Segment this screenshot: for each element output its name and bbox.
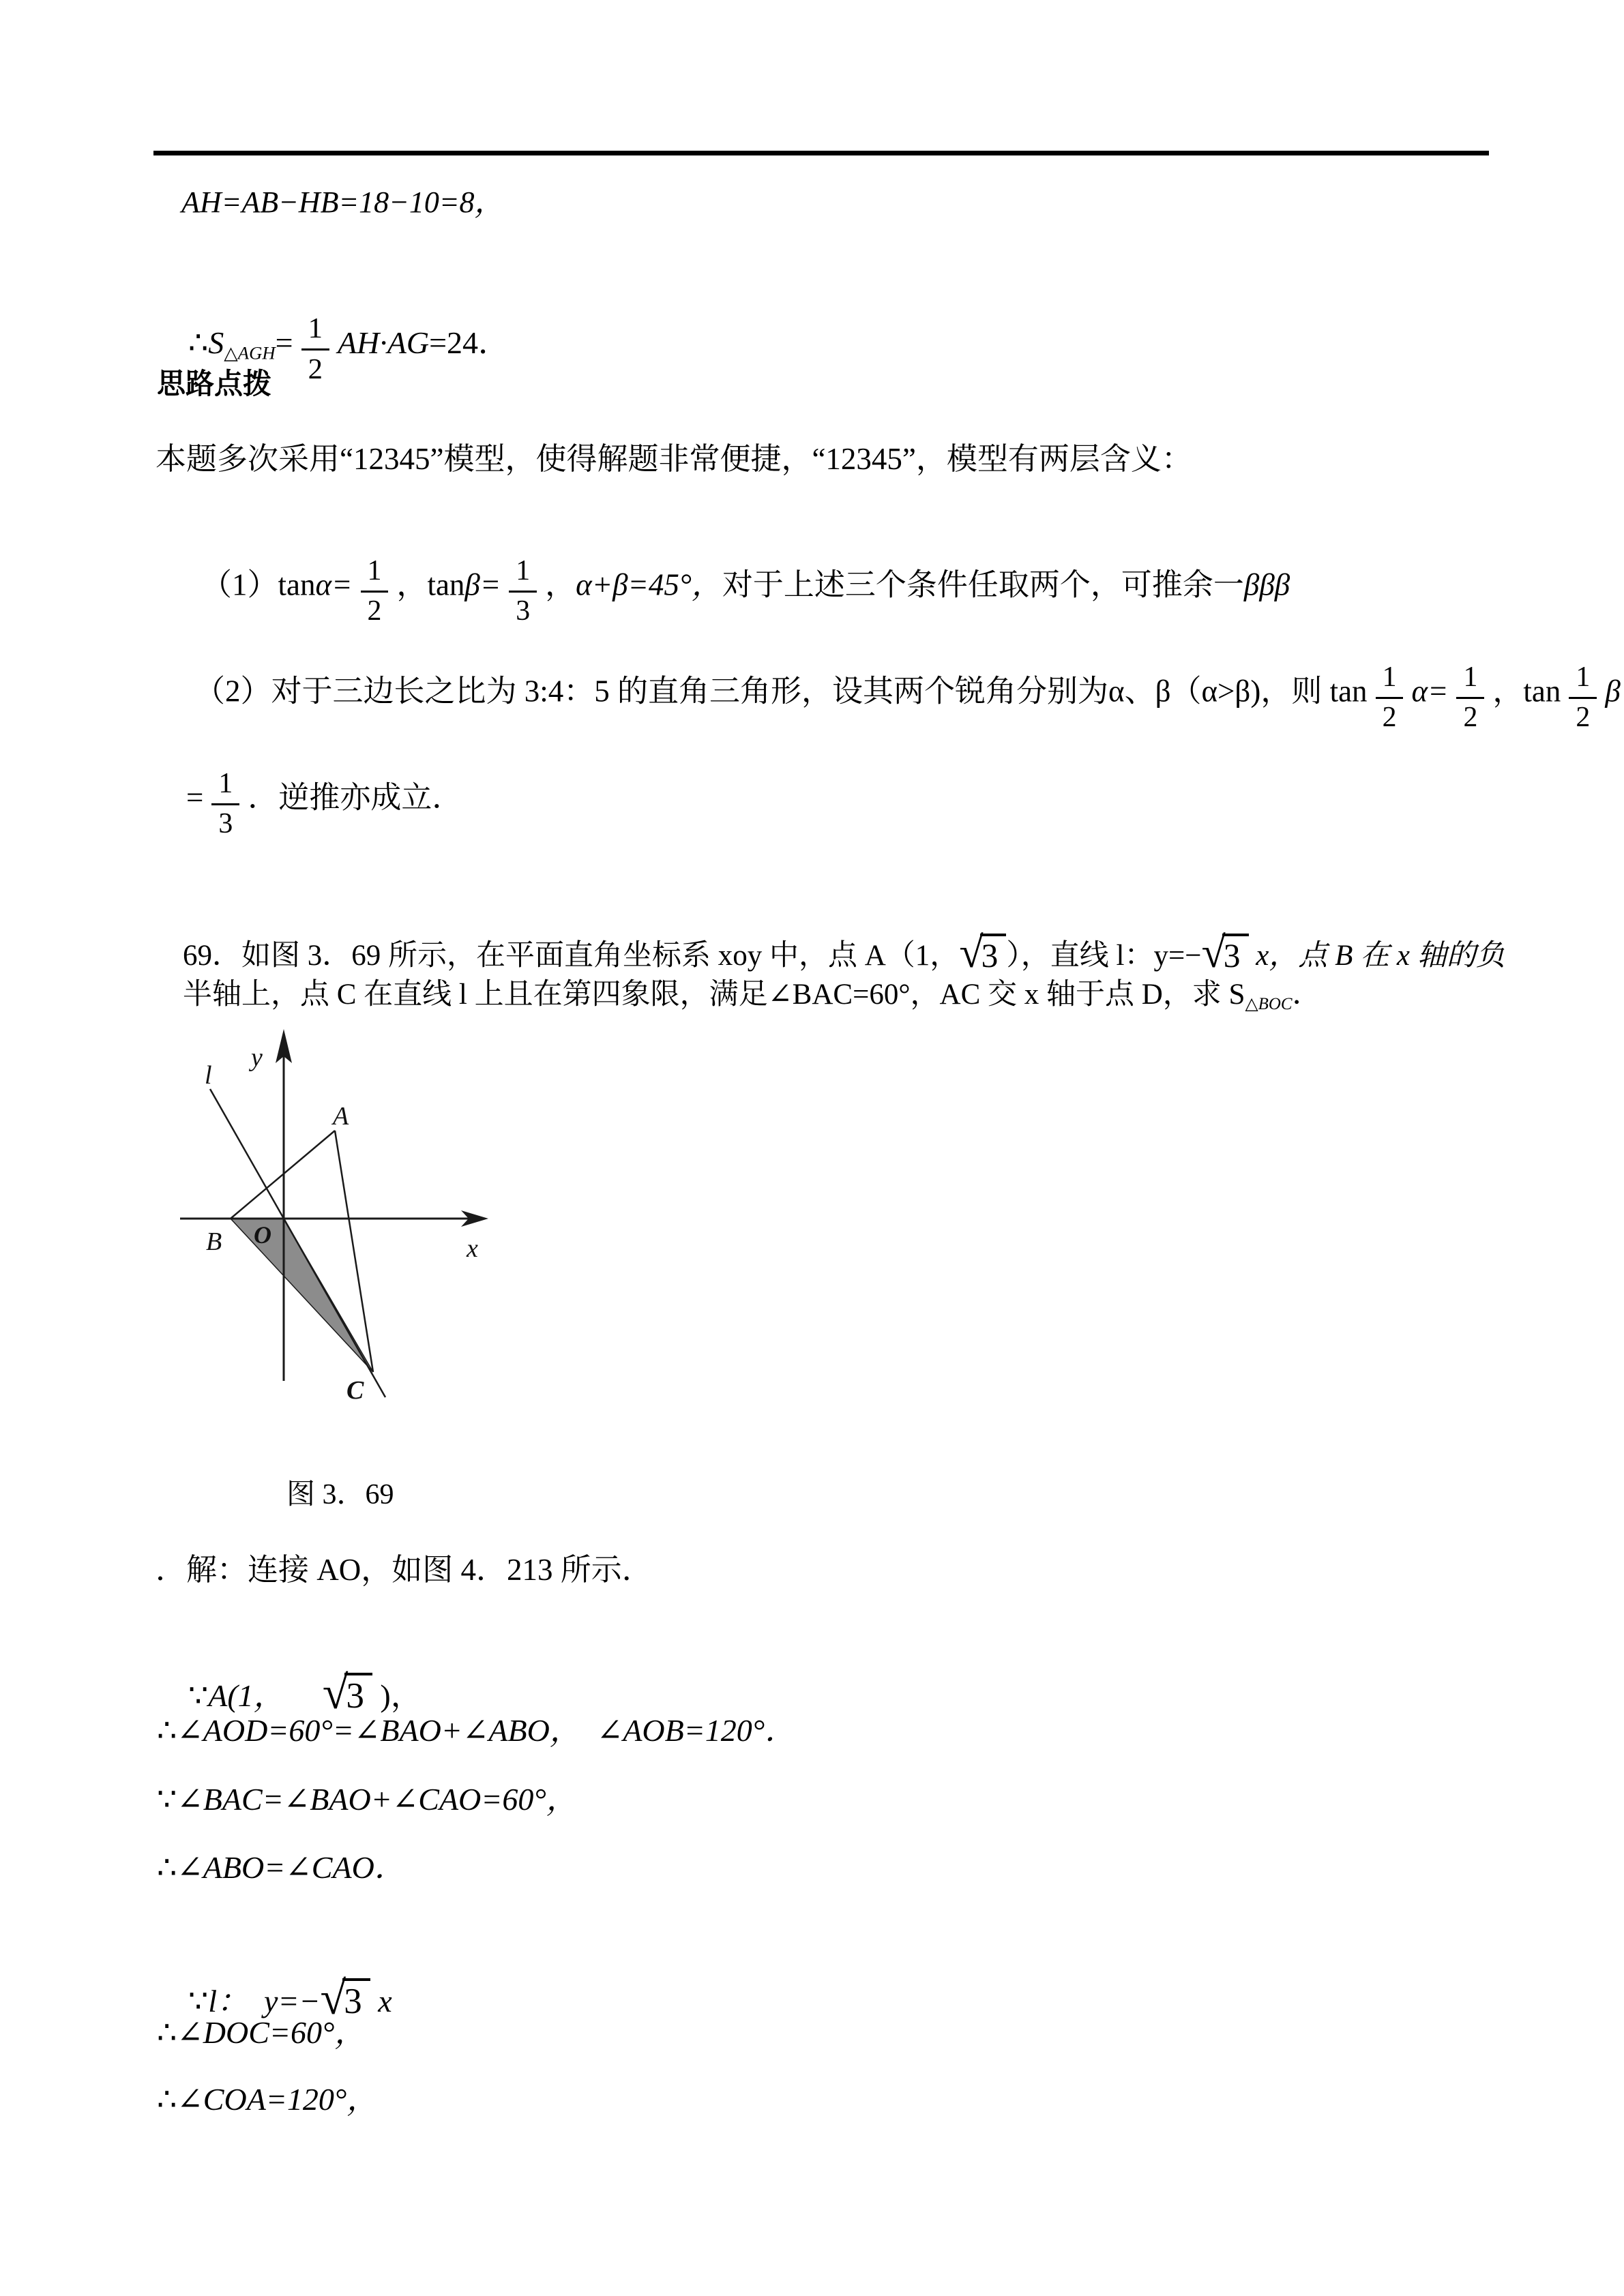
solution-s4: ∴∠ABO=∠CAO． xyxy=(157,1850,406,1885)
fraction-one-third xyxy=(211,770,239,839)
hint-intro: 本题多次采用“12345”模型，使得解题非常便捷，“12345”，模型有两层含义： xyxy=(156,442,1192,476)
sqrt-radical xyxy=(320,1971,370,2024)
solution-s3: ∵∠BAC=∠BAO+∠CAO=60°， xyxy=(157,1782,578,1817)
header-divider xyxy=(153,151,1489,155)
fraction-one-half xyxy=(301,314,329,385)
statement-text: )， xyxy=(372,1678,422,1713)
result-term: =24． xyxy=(429,325,510,360)
radical-sign: √ xyxy=(1201,928,1226,977)
alpha-eq: α= xyxy=(315,567,353,602)
fraction-numerator: 1 xyxy=(361,557,389,593)
fraction-denominator: 2 xyxy=(1576,701,1591,733)
problem-text: 69．如图 3．69 所示，在平面直角坐标系 xoy 中，点 A（1， xyxy=(183,940,960,972)
radicand: 3 xyxy=(1222,934,1249,972)
sqrt-radical xyxy=(322,1666,372,1718)
statement-text: x xyxy=(370,1983,392,2018)
statement-text: ∵A(1， xyxy=(188,1678,285,1713)
line-l xyxy=(210,1089,385,1397)
equals-sign: = xyxy=(275,325,293,360)
fraction-numerator: 1 xyxy=(1456,664,1484,699)
problem-text: 半轴上，点 C 在直线 l 上且在第四象限，满足∠BAC=60°，AC 交 x 轴于点 D，求 S xyxy=(183,979,1245,1011)
item2-tail: ．逆推亦成立． xyxy=(248,780,463,815)
product-term: AH·AG xyxy=(337,325,430,360)
comma-1: ， xyxy=(396,567,428,602)
hint-heading: 思路点拨 xyxy=(157,369,272,400)
tan-1: tan xyxy=(278,567,316,602)
hint-item2-line2 xyxy=(156,731,462,870)
radicand: 3 xyxy=(980,934,1007,972)
label-c: C xyxy=(346,1376,364,1401)
fraction-denominator: 2 xyxy=(1463,701,1478,733)
solution-s6: ∴∠DOC=60°， xyxy=(157,2015,366,2050)
solution-s7: ∴∠COA=120°， xyxy=(157,2082,379,2117)
fraction-one-half xyxy=(1569,661,1597,733)
radical-sign: √ xyxy=(322,1666,349,1718)
fraction-denominator: 2 xyxy=(308,353,323,386)
tan-3: tan xyxy=(1329,674,1368,709)
figure-caption: 图 3．69 xyxy=(286,1479,394,1510)
radicand: 3 xyxy=(342,1978,370,2020)
fraction-one-half xyxy=(361,557,389,626)
label-l: l xyxy=(205,1061,212,1090)
fraction-numerator: 1 xyxy=(1569,664,1597,699)
fraction-denominator: 2 xyxy=(367,595,382,627)
fraction-denominator: 2 xyxy=(1382,701,1397,733)
beta-symbol: β xyxy=(1605,674,1621,709)
fraction-one-half xyxy=(1456,661,1484,733)
comma: ， xyxy=(1492,674,1524,709)
fraction-one-half xyxy=(1376,661,1404,733)
item1-label: （1） xyxy=(201,567,278,602)
label-b: B xyxy=(206,1227,222,1256)
label-o: O xyxy=(254,1221,271,1249)
fraction-numerator: 1 xyxy=(211,770,239,805)
label-y: y xyxy=(251,1043,263,1072)
radical-sign: √ xyxy=(320,1971,346,2024)
fraction-numerator: 1 xyxy=(1376,664,1404,699)
beta-eq: β= xyxy=(464,567,501,602)
s-subscript: △BOC xyxy=(1245,995,1293,1014)
fraction-numerator: 1 xyxy=(301,314,329,351)
item1-text: 对于上述三个条件任取两个，可推余一 xyxy=(722,567,1244,602)
s-variable: S xyxy=(208,325,224,360)
problem-text-end: ． xyxy=(1292,979,1322,1011)
solution-s2: ∴∠AOD=60°=∠BAO+∠ABO， ∠AOB=120°． xyxy=(157,1713,797,1748)
fraction-numerator: 1 xyxy=(509,557,537,593)
tan-2: tan xyxy=(427,567,465,602)
item2-lead: （2）对于三边长之比为 3:4：5 的直角三角形，设其两个锐角分别为α、β（α>β)，则 xyxy=(194,674,1330,709)
therefore-symbol: ∴ xyxy=(188,325,209,360)
fraction-denominator: 3 xyxy=(218,807,233,839)
solution-intro: ．解：连接 AO，如图 4．213 所示． xyxy=(156,1553,653,1587)
s-subscript: △AGH xyxy=(224,342,276,363)
label-a: A xyxy=(333,1102,349,1131)
problem-text: ），直线 l：y=− xyxy=(1006,940,1202,972)
alpha-eq: α= xyxy=(1411,674,1449,709)
formula-ah: AH=AB−HB=18−10=8， xyxy=(181,185,505,219)
radicand: 3 xyxy=(344,1673,372,1714)
fraction-one-third xyxy=(509,557,537,626)
figure-3-69 xyxy=(177,1026,491,1401)
tan-4: tan xyxy=(1523,674,1561,709)
problem-text: x，点 B 在 x 轴的负 xyxy=(1248,940,1505,972)
alpha-plus-beta: α+β=45°， xyxy=(576,567,722,602)
equals-sign: = xyxy=(186,780,204,815)
label-x: x xyxy=(467,1234,478,1263)
radical-sign: √ xyxy=(959,928,984,977)
beta-beta-beta: βββ xyxy=(1243,567,1290,602)
statement-text: ∵l： y=− xyxy=(188,1983,321,2018)
comma-2: ， xyxy=(545,567,576,602)
fraction-denominator: 3 xyxy=(516,595,531,627)
